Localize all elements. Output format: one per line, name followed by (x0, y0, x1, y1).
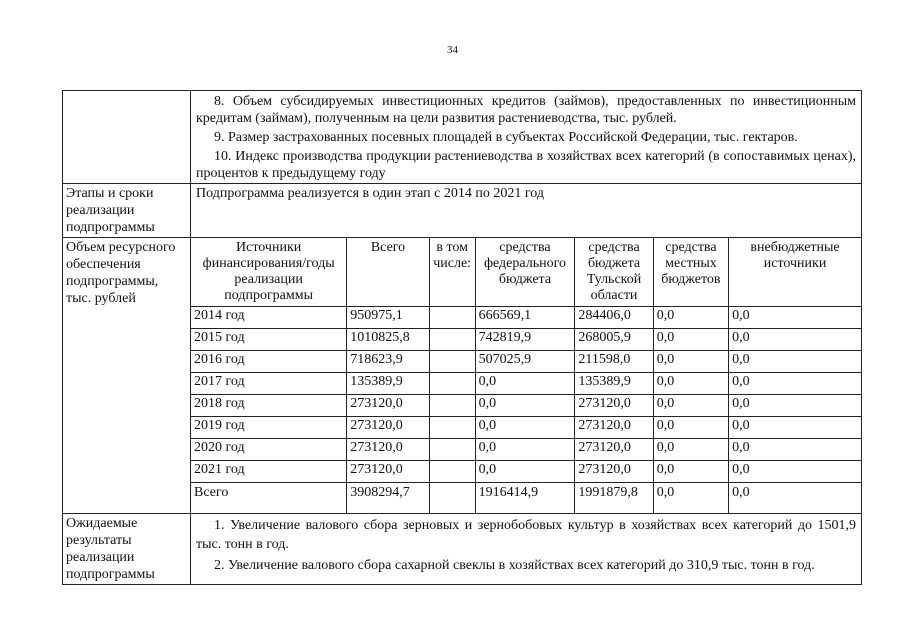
header-extrabudget: внебюджетные источники (729, 238, 861, 307)
total-cell: 1010825,8 (347, 329, 429, 351)
funding-row (63, 238, 862, 514)
federal-cell: 0,0 (475, 395, 575, 417)
stages-row (63, 184, 862, 238)
total-cell: 950975,1 (347, 307, 429, 329)
page-number: 34 (447, 44, 458, 56)
indicators-row (63, 91, 862, 184)
regional-cell: 273120,0 (575, 439, 653, 461)
year-cell: 2014 год (191, 307, 347, 329)
results-label: Ожидаемые результаты реализации подпрограммы (63, 514, 191, 585)
indicator-item: 10. Индекс производства продукции растениеводства в хозяйствах всех категорий (в сопоставимых ценах), процентов к предыдущему году (196, 149, 856, 181)
extrabudget-cell: 0,0 (729, 395, 861, 417)
including-cell (429, 395, 475, 417)
extrabudget-cell: 0,0 (729, 461, 861, 483)
regional-cell: 273120,0 (575, 461, 653, 483)
federal-cell: 0,0 (475, 439, 575, 461)
stages-text: Подпрограмма реализуется в один этап с 2014 по 2021 год (196, 186, 544, 201)
year-cell: 2018 год (191, 395, 347, 417)
results-cell (191, 514, 862, 585)
federal-cell: 1916414,9 (475, 483, 575, 514)
table-row (191, 461, 861, 483)
header-local: средства местных бюджетов (653, 238, 728, 307)
regional-cell: 135389,9 (575, 373, 653, 395)
federal-cell: 666569,1 (475, 307, 575, 329)
regional-cell: 273120,0 (575, 417, 653, 439)
local-cell: 0,0 (653, 461, 728, 483)
table-row (191, 439, 861, 461)
funding-header-row (191, 238, 861, 307)
total-cell: 135389,9 (347, 373, 429, 395)
including-cell (429, 351, 475, 373)
including-cell (429, 461, 475, 483)
federal-cell: 0,0 (475, 373, 575, 395)
total-cell: 273120,0 (347, 439, 429, 461)
header-federal: средства федерального бюджета (475, 238, 575, 307)
indicator-item: 9. Размер застрахованных посевных площадей в субъектах Российской Федерации, тыс. гектаров. (214, 130, 798, 145)
federal-cell: 742819,9 (475, 329, 575, 351)
federal-cell: 507025,9 (475, 351, 575, 373)
funding-label: Объем ресурсного обеспечения подпрограммы, тыс. рублей (63, 238, 191, 514)
extrabudget-cell: 0,0 (729, 351, 861, 373)
including-cell (429, 439, 475, 461)
extrabudget-cell: 0,0 (729, 307, 861, 329)
indicators-label-cell (63, 91, 191, 184)
table-row (191, 329, 861, 351)
table-row (191, 395, 861, 417)
local-cell: 0,0 (653, 439, 728, 461)
total-cell: 273120,0 (347, 461, 429, 483)
regional-cell: 273120,0 (575, 395, 653, 417)
local-cell: 0,0 (653, 329, 728, 351)
header-total: Всего (347, 238, 429, 307)
subprogram-passport-table (62, 90, 862, 585)
regional-cell: 1991879,8 (575, 483, 653, 514)
year-cell: 2017 год (191, 373, 347, 395)
header-sources: Источники финансирования/годы реализации подпрограммы (191, 238, 347, 307)
year-cell: 2016 год (191, 351, 347, 373)
total-cell: 718623,9 (347, 351, 429, 373)
regional-cell: 268005,9 (575, 329, 653, 351)
results-row (63, 514, 862, 585)
extrabudget-cell: 0,0 (729, 483, 861, 514)
local-cell: 0,0 (653, 483, 728, 514)
regional-cell: 211598,0 (575, 351, 653, 373)
table-row (191, 307, 861, 329)
extrabudget-cell: 0,0 (729, 439, 861, 461)
local-cell: 0,0 (653, 373, 728, 395)
including-cell (429, 307, 475, 329)
total-cell: 273120,0 (347, 417, 429, 439)
indicators-cell (191, 91, 862, 184)
funding-table (191, 238, 861, 513)
year-cell: 2021 год (191, 461, 347, 483)
year-cell: 2020 год (191, 439, 347, 461)
result-item: 2. Увеличение валового сбора сахарной свеклы в хозяйствах всех категорий до 310,9 тыс. тонн в год. (214, 558, 815, 573)
table-row (191, 351, 861, 373)
regional-cell: 284406,0 (575, 307, 653, 329)
federal-cell: 0,0 (475, 461, 575, 483)
year-cell: Всего (191, 483, 347, 514)
stages-label: Этапы и сроки реализации подпрограммы (63, 184, 191, 238)
including-cell (429, 373, 475, 395)
table-total-row (191, 483, 861, 514)
result-item: 1. Увеличение валового сбора зерновых и зернобобовых культур в хозяйствах всех категорий до 1501,9 тыс. тонн в год. (196, 518, 856, 552)
table-row (191, 373, 861, 395)
table-row (191, 417, 861, 439)
total-cell: 273120,0 (347, 395, 429, 417)
year-cell: 2015 год (191, 329, 347, 351)
header-regional: средства бюджета Тульской области (575, 238, 653, 307)
local-cell: 0,0 (653, 417, 728, 439)
local-cell: 0,0 (653, 307, 728, 329)
including-cell (429, 483, 475, 514)
including-cell (429, 329, 475, 351)
extrabudget-cell: 0,0 (729, 373, 861, 395)
total-cell: 3908294,7 (347, 483, 429, 514)
extrabudget-cell: 0,0 (729, 329, 861, 351)
including-cell (429, 417, 475, 439)
indicator-item: 8. Объем субсидируемых инвестиционных кредитов (займов), предоставленных по инвестиционным кредитам (займам), полученным на цели развития растениеводства, тыс. рублей. (196, 94, 856, 126)
header-including: в том числе: (429, 238, 475, 307)
local-cell: 0,0 (653, 351, 728, 373)
local-cell: 0,0 (653, 395, 728, 417)
year-cell: 2019 год (191, 417, 347, 439)
extrabudget-cell: 0,0 (729, 417, 861, 439)
federal-cell: 0,0 (475, 417, 575, 439)
